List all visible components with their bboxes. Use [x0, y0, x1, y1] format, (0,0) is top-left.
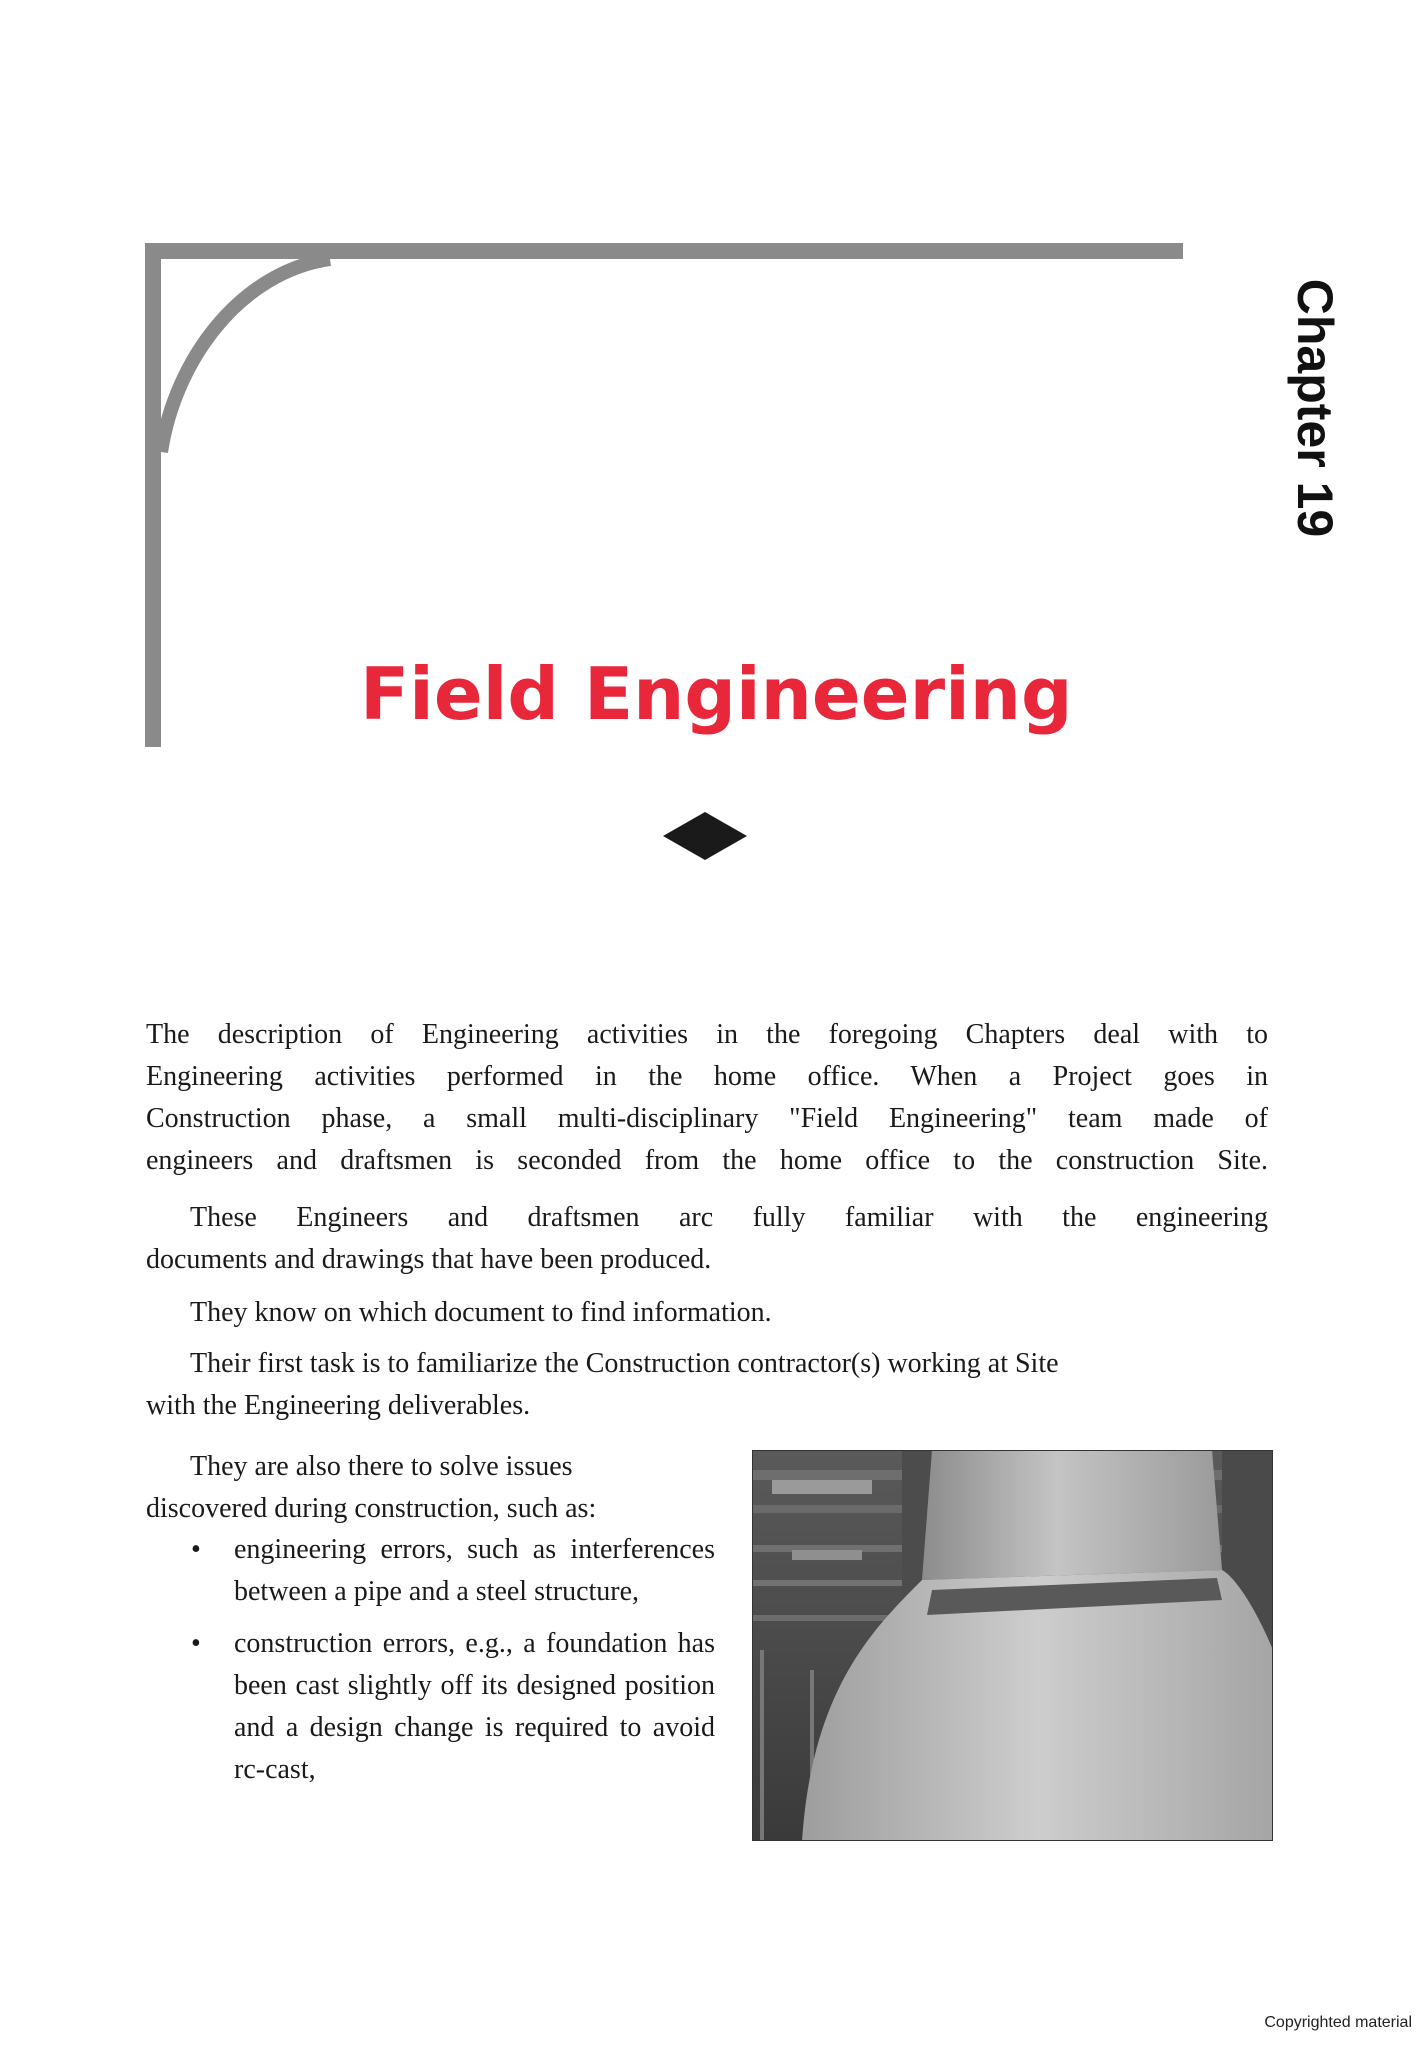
paragraph-line: Their first task is to familiarize the Construction contractor(s) working at Site — [190, 1348, 1059, 1379]
bullet-icon: • — [191, 1628, 201, 1659]
list-item — [185, 1623, 715, 1791]
construction-site-photo — [752, 1450, 1273, 1841]
paragraph-line: Engineering activities performed in the home office. When a Project goes in — [146, 1061, 1268, 1092]
chapter-frame-ornament — [0, 0, 1427, 760]
paragraph-documents: They know on which document to find information. — [190, 1297, 772, 1328]
bullet-icon: • — [191, 1534, 201, 1565]
list-item-text: engineering errors, such as interferences between a pipe and a steel structure, — [234, 1534, 715, 1607]
paragraph-line: Construction phase, a small multi-disciplinary "Field Engineering" team made of — [146, 1103, 1268, 1134]
page-title: Field Engineering — [360, 652, 1073, 736]
paragraph-line: engineers and draftsmen is seconded from the home office to the construction Site. — [146, 1145, 1268, 1176]
diamond-ornament-icon — [661, 810, 749, 862]
paragraph-intro — [146, 1014, 1268, 1182]
chapter-number: Chapter 19 — [1287, 278, 1343, 538]
paragraph-line: These Engineers and draftsmen arc fully familiar with the engineering — [190, 1202, 1268, 1233]
paragraph-first-task — [146, 1343, 1268, 1427]
paragraph-line: documents and drawings that have been produced. — [146, 1244, 712, 1275]
list-item-text: construction errors, e.g., a foundation has been cast slightly off its designed position and a design change is required to avoid rc-cast, — [234, 1628, 715, 1785]
paragraph-line: with the Engineering deliverables. — [146, 1390, 531, 1421]
paragraph-line: They are also there to solve issues — [190, 1451, 573, 1482]
list-item — [185, 1529, 715, 1613]
issues-list — [185, 1529, 715, 1801]
copyright-notice: Copyrighted material — [1264, 2014, 1412, 2031]
paragraph-issues — [146, 1446, 706, 1530]
paragraph-line: discovered during construction, such as: — [146, 1493, 597, 1524]
paragraph-line: The description of Engineering activities in the foregoing Chapters deal with to — [146, 1019, 1268, 1050]
paragraph-engineers — [146, 1197, 1268, 1281]
